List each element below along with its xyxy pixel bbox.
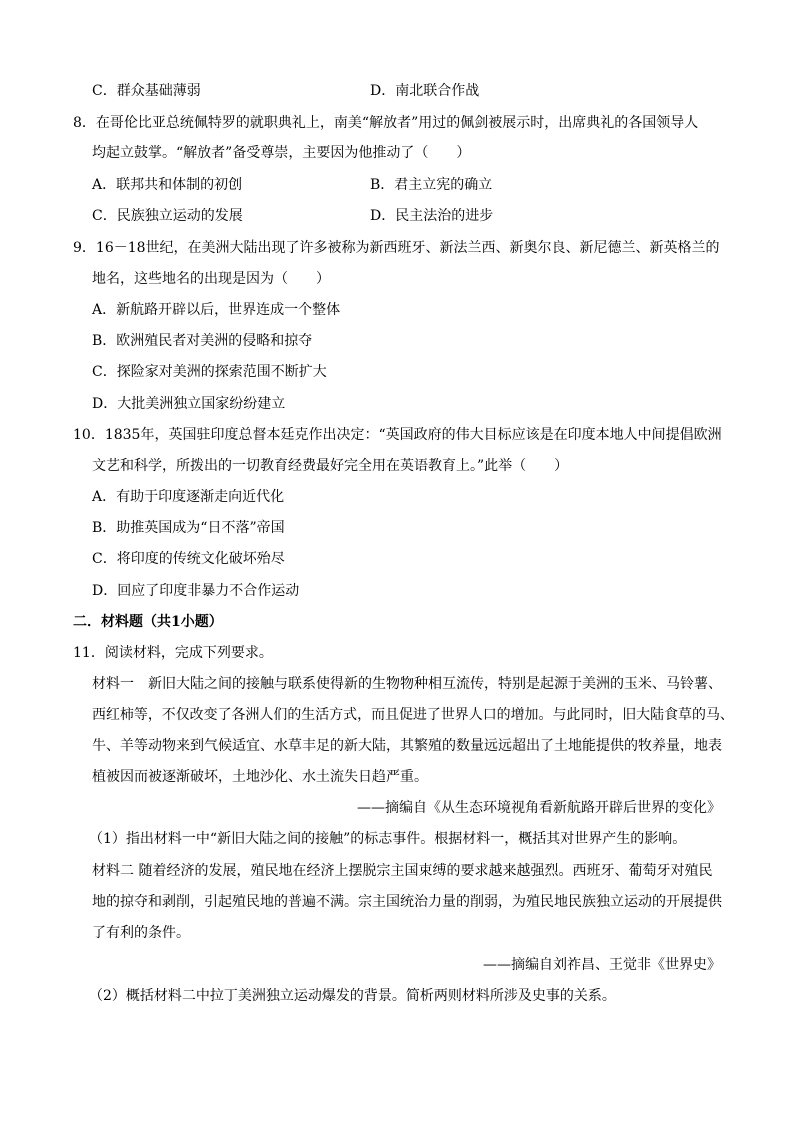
q10-option-d: D．回应了印度非暴力不合作运动 [92, 583, 300, 599]
q11-subquestion2: （2）概括材料二中拉丁美洲独立运动爆发的背景。简析两则材料所涉及史事的关系。 [89, 988, 616, 1004]
q10-option-b: B．助推英国成为“日不落”帝国 [92, 520, 285, 536]
q11-material1-line3: 牛、羊等动物来到气候适宜、水草丰足的新大陆，其繁殖的数量远远超出了土地能提供的牧养量，地表 [92, 738, 722, 754]
q9-stem-line2: 地名，这些地名的出现是因为（ ） [92, 271, 330, 287]
q8-option-d: D．民主法治的进步 [370, 208, 494, 224]
q11-material1-line2: 西红柿等，不仅改变了各洲人们的生活方式，而且促进了世界人口的增加。与此同时，旧大陆食草的马、 [92, 707, 734, 723]
q11-material1-source: ——摘编自《从生态环境视角看新航路开辟后世界的变化》 [357, 800, 721, 816]
q10-option-a: A．有助于印度逐渐走向近代化 [92, 489, 285, 505]
q9-option-a: A．新航路开辟以后，世界连成一个整体 [92, 302, 341, 318]
q8-option-c: C．民族独立运动的发展 [92, 208, 243, 224]
q11-subquestion1: （1）指出材料一中“新旧大陆之间的接触”的标志事件。根据材料一，概括其对世界产生的影响。 [89, 831, 687, 847]
q10-stem-line2: 文艺和科学，所拨出的一切教育经费最好完全用在英语教育上。”此举（ ） [92, 458, 569, 474]
q8-stem-line1: 8．在哥伦比亚总统佩特罗的就职典礼上，南美“解放者”用过的佩剑被展示时，出席典礼的各国领导人 [73, 115, 699, 131]
q11-material2-line1: 材料二 随着经济的发展，殖民地在经济上摆脱宗主国束缚的要求越来越强烈。西班牙、葡萄牙对殖民 [92, 863, 713, 879]
q9-stem-line1: 9．16－18世纪，在美洲大陆出现了许多被称为新西班牙、新法兰西、新奥尔良、新尼德兰、新英格兰的 [73, 240, 720, 256]
q11-material1-line4: 植被因而被逐渐破坏，土地沙化、水土流失日趋严重。 [92, 769, 428, 785]
q9-option-d: D．大批美洲独立国家纷纷建立 [92, 396, 286, 412]
q8-stem-line2: 均起立鼓掌。“解放者”备受尊崇，主要因为他推动了（ ） [92, 145, 471, 161]
q11-material2-line2: 地的掠夺和剥削，引起殖民地的普遍不满。宗主国统治力量的削弱，为殖民地民族独立运动的开展提供 [92, 894, 722, 910]
q7-option-d: D．南北联合作战 [370, 83, 480, 99]
q9-option-b: B．欧洲殖民者对美洲的侵略和掠夺 [92, 333, 313, 349]
section-heading: 二．材料题（共1小题） [73, 614, 223, 630]
q11-material1-line1: 材料一 新旧大陆之间的接触与联系使得新的生物物种相互流传，特别是起源于美洲的玉米、马铃薯、 [92, 676, 722, 692]
q11-stem: 11．阅读材料，完成下列要求。 [73, 645, 273, 661]
q11-material2-source: ——摘编自刘祚昌、王觉非《世界史》 [483, 957, 721, 973]
q10-option-c: C．将印度的传统文化破坏殆尽 [92, 551, 285, 567]
q9-option-c: C．探险家对美洲的探索范围不断扩大 [92, 364, 327, 380]
q10-stem-line1: 10．1835年，英国驻印度总督本廷克作出决定：“英国政府的伟大目标应该是在印度本地人中间提倡欧洲 [73, 427, 722, 443]
q8-option-a: A．联邦共和体制的初创 [92, 177, 243, 193]
q11-material2-line3: 了有利的条件。 [92, 925, 190, 941]
q8-option-b: B．君主立宪的确立 [370, 177, 493, 193]
q7-option-c: C．群众基础薄弱 [92, 83, 201, 99]
